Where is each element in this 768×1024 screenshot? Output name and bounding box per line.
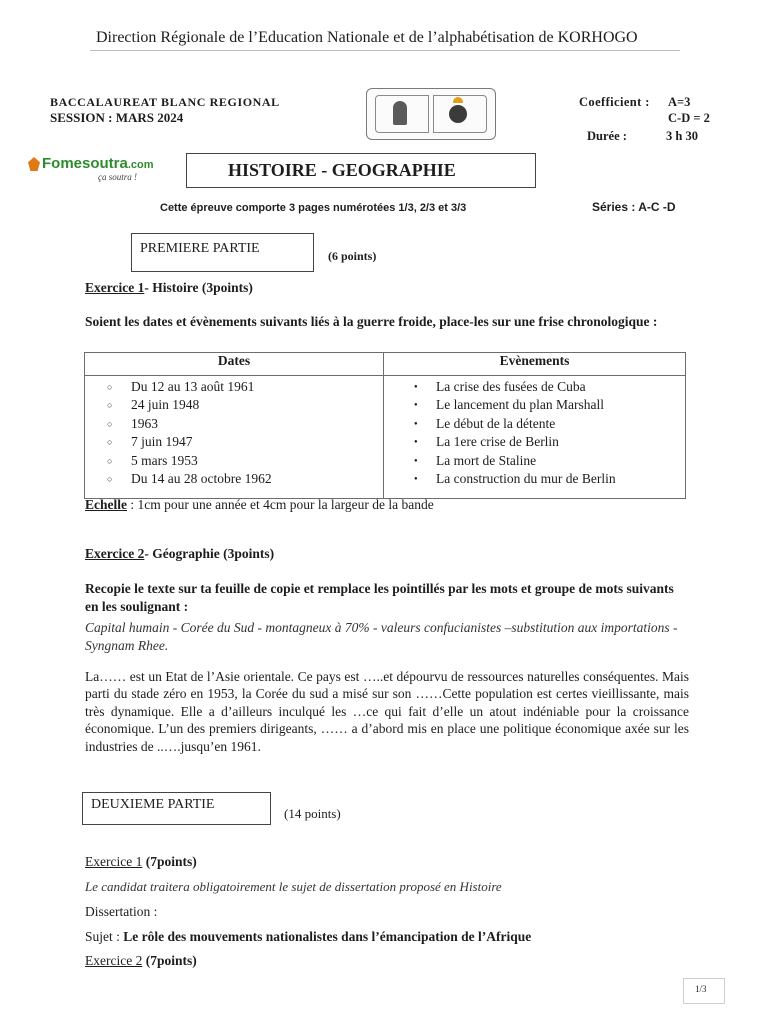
- events-cell: [384, 376, 686, 499]
- exercise3-heading: [85, 854, 197, 870]
- part1-title: PREMIERE PARTIE: [140, 241, 260, 256]
- scale-label: Echelle: [85, 497, 127, 512]
- fomesoutra-logo-icon: [28, 157, 40, 171]
- list-item: ● Le lancement du plan Marshall: [414, 396, 685, 414]
- exercise1-label: Exercice 1: [85, 280, 145, 295]
- list-item: ● La 1ere crise de Berlin: [414, 433, 685, 451]
- exercise2-instruction: Recopie le texte sur ta feuille de copie et remplace les pointillés par les mots et groupe de mots suivants en les soulignant :: [85, 581, 674, 614]
- page-number: 1/3: [695, 984, 707, 994]
- list-item: ○ Du 12 au 13 août 1961: [107, 378, 383, 396]
- list-item: ● La mort de Staline: [414, 452, 685, 470]
- dates-cell: [85, 376, 384, 499]
- table-header-events: Evènements: [384, 353, 686, 376]
- part1-points: (6 points): [328, 249, 377, 263]
- part2-title: DEUXIEME PARTIE: [91, 797, 215, 812]
- list-item: ● La crise des fusées de Cuba: [414, 378, 685, 396]
- duration-label: Durée :: [587, 129, 627, 143]
- exercise3-title: (7points): [145, 854, 197, 869]
- dissertation-label: Dissertation :: [85, 904, 158, 919]
- exam-session: SESSION : MARS 2024: [50, 110, 184, 125]
- direction-heading: Direction Régionale de l’Education Nationale et de l’alphabétisation de KORHOGO: [96, 29, 638, 46]
- coefficient-label: Coefficient :: [579, 95, 650, 109]
- subject-title: HISTOIRE - GEOGRAPHIE: [228, 160, 456, 180]
- fomesoutra-logo: Fomesoutra.com: [42, 155, 154, 172]
- header-rule: [90, 50, 680, 51]
- exercise3-label: Exercice 1: [85, 854, 143, 869]
- list-item: ○ 24 juin 1948: [107, 396, 383, 414]
- scale-text: : 1cm pour une année et 4cm pour la largeur de la bande: [127, 497, 434, 512]
- coefficient-cd: C-D = 2: [668, 111, 710, 125]
- table-header-dates: Dates: [85, 353, 384, 376]
- exercise1-title: - Histoire (3points): [144, 280, 253, 295]
- exercise1-instruction: Soient les dates et évènements suivants liés à la guerre froide, place-les sur une frise chronologique :: [85, 314, 658, 329]
- list-item: ● La construction du mur de Berlin: [414, 470, 685, 488]
- list-item: ○ Du 14 au 28 octobre 1962: [107, 470, 383, 488]
- exercise4-heading: [85, 953, 197, 969]
- exercise4-label: Exercice 2: [85, 953, 143, 968]
- scale-note: [85, 497, 434, 513]
- exam-title: BACCALAUREAT BLANC REGIONAL: [50, 95, 280, 109]
- exercise1-heading: [85, 280, 253, 296]
- sujet-label: Sujet :: [85, 929, 124, 944]
- series-label: Séries : A-C -D: [592, 200, 676, 214]
- coefficient-a: A=3: [668, 95, 691, 109]
- exercise4-title: (7points): [145, 953, 197, 968]
- exercise2-heading: [85, 546, 274, 562]
- exercise2-title: - Géographie (3points): [144, 546, 275, 561]
- list-item: ○ 7 juin 1947: [107, 433, 383, 451]
- ministry-emblem: [366, 88, 496, 140]
- exercise2-word-list: Capital humain - Corée du Sud - montagneux à 70% - valeurs confucianistes –substitution aux importations -Syngnam Rhee.: [85, 620, 678, 653]
- pages-note: Cette épreuve comporte 3 pages numérotées 1/3, 2/3 et 3/3: [160, 202, 467, 214]
- subject-line: [85, 929, 531, 945]
- list-item: ○ 1963: [107, 415, 383, 433]
- sujet-text: Le rôle des mouvements nationalistes dans l’émancipation de l’Afrique: [123, 929, 532, 944]
- list-item: ○ 5 mars 1953: [107, 452, 383, 470]
- part2-points: (14 points): [284, 806, 341, 821]
- list-item: ● Le début de la détente: [414, 415, 685, 433]
- exercise2-label: Exercice 2: [85, 546, 145, 561]
- dates-events-table: [84, 352, 686, 499]
- fomesoutra-tagline: ça soutra !: [98, 172, 137, 182]
- duration-value: 3 h 30: [666, 129, 698, 143]
- exercise3-note: Le candidat traitera obligatoirement le sujet de dissertation proposé en Histoire: [85, 879, 502, 894]
- exercise2-text: La…… est un Etat de l’Asie orientale. Ce pays est …..et dépourvu de ressources naturelles conséquentes. Mais parti du stade zéro en 1953, la Corée du sud a misé sur son ……Cette population est certes vieillissante, mais très dynamique. Elle a d’ailleurs inculqué les …ce qui fait d’elle un atout indéniable pour la croissance économique. L’un des premiers dirigeants, …… a d’abord mis en place une politique économique axée sur les industries de ..….jusqu’en 1961.: [85, 669, 689, 754]
